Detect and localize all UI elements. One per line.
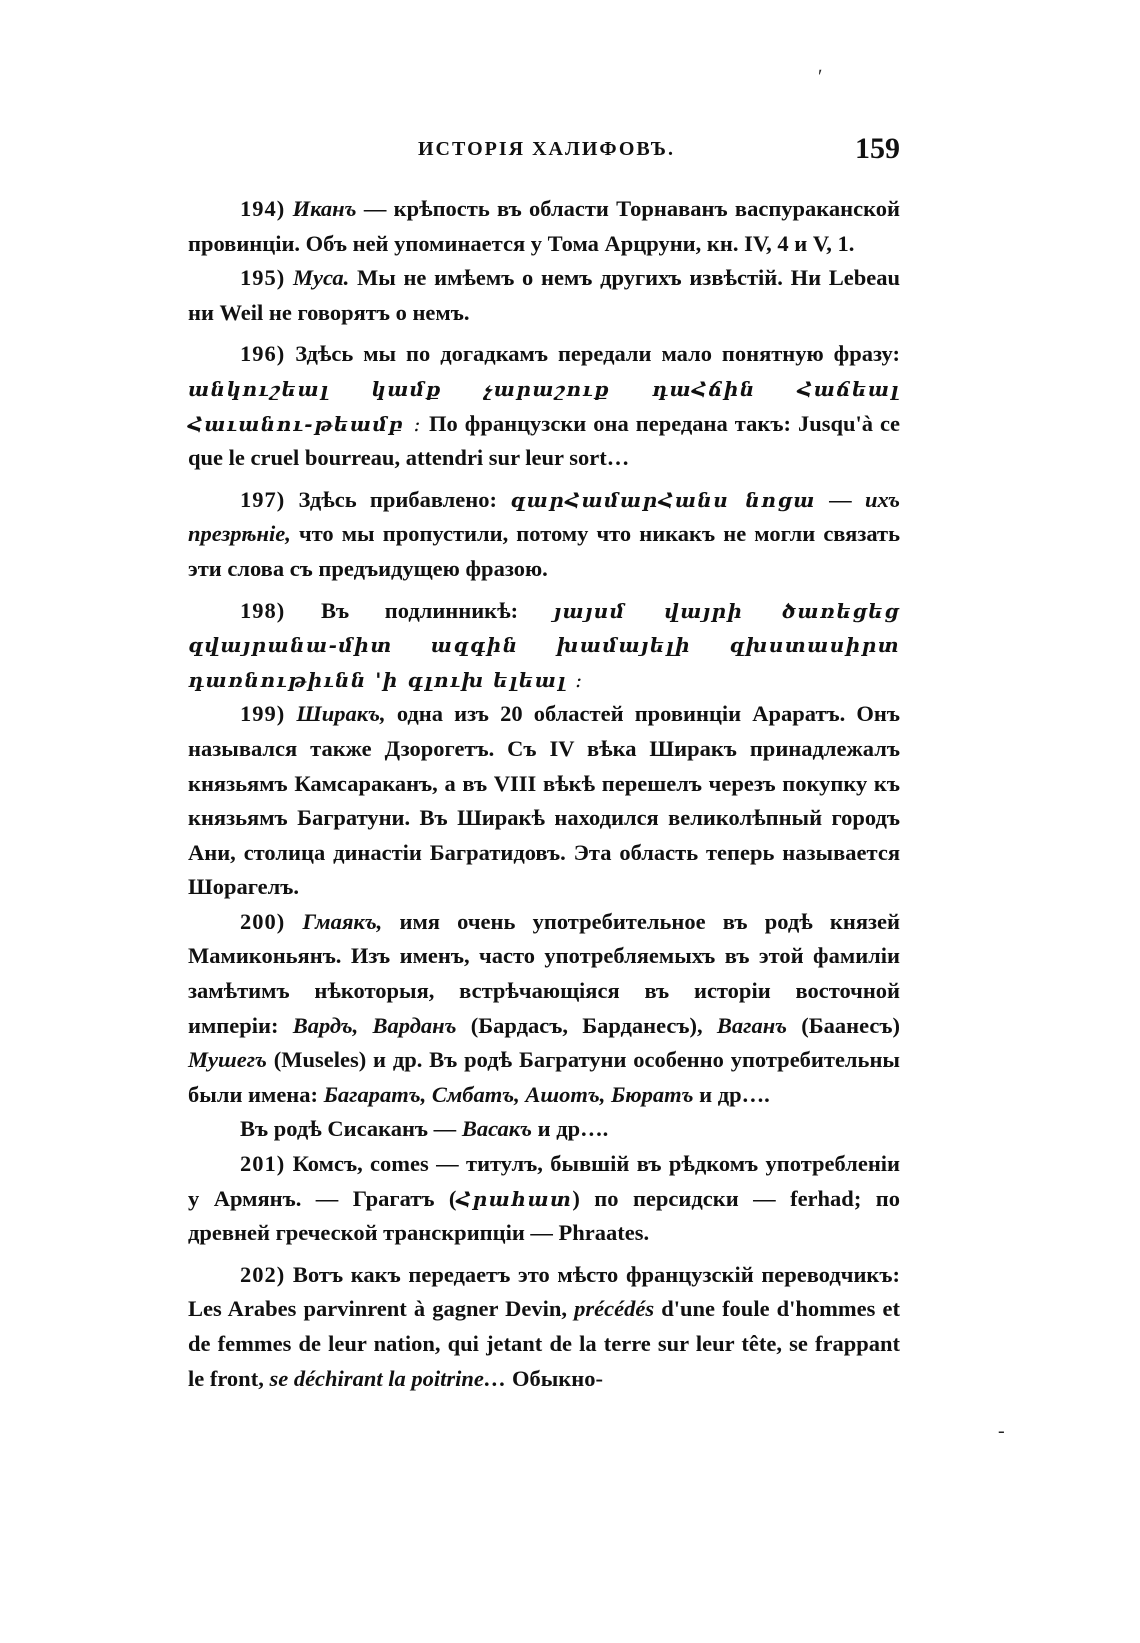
note-202: [188, 1258, 900, 1396]
note-text: имя очень употребительное въ родѣ князей Мамиконьянъ. Изъ именъ, часто употребляемыхъ въ этой фамиліи замѣтимъ нѣкоторыя, встрѣчающіяся въ исторіи восточной имперіи:: [188, 908, 901, 1038]
note-text: — крѣпость въ области Торнаванъ васпураканской провинціи. Объ ней упоминается у Тома Арцруни, кн. IV, 4 и V, 1.: [188, 196, 901, 256]
names: Багаратъ, Смбатъ, Ашотъ, Бюратъ: [323, 1081, 694, 1107]
page-number: 159: [855, 132, 900, 165]
note-198: [188, 594, 900, 698]
note-200-continued: [188, 1112, 900, 1147]
note-199: [188, 697, 900, 905]
note-text: Въ подлинникѣ:: [285, 597, 554, 623]
note-term: Муса.: [292, 265, 350, 291]
armenian-quote: զարՀամարՀանս նոցա: [510, 487, 816, 512]
translation: ихъ презрѣніе,: [188, 486, 901, 547]
note-text: и др….: [531, 1116, 609, 1142]
names: Вардъ, Варданъ: [292, 1012, 457, 1038]
running-head: ИСТОРІЯ ХАЛИФОВЪ.: [418, 138, 675, 160]
note-number: 201): [240, 1151, 286, 1177]
note-number: 195): [240, 265, 286, 291]
ink-speck: ‑: [998, 1420, 1005, 1442]
note-text: одна изъ 20 областей провинціи Араратъ. Онъ назывался также Дзорогетъ. Съ IV вѣка Ширакъ принадлежалъ князьямъ Камсараканъ, а въ VIII вѣкѣ перешелъ черезъ покупку къ князьямъ Багратуни. Въ Ширакѣ находился великолѣпный городъ Ани, столица династіи Багратидовъ. Эта область теперь называется Шорагелъ.: [188, 701, 901, 900]
note-number: 199): [240, 701, 286, 727]
note-text: (Баанесъ): [787, 1012, 900, 1038]
ink-speck: ʹ: [818, 66, 823, 88]
note-text: Здѣсь мы по догадкамъ передали мало понятную фразу:: [285, 341, 900, 367]
note-text: Вотъ какъ передаетъ это мѣсто французскій переводчикъ: Les Arabes parvinrent à gagner Devin,: [188, 1261, 900, 1322]
note-term: Гмаякъ,: [302, 908, 383, 934]
note-text: (Museles) и др. Въ родѣ Багратуни особенно употребительны были имена:: [188, 1047, 900, 1107]
note-number: 200): [240, 908, 286, 934]
note-197: [188, 483, 900, 587]
note-term: Ширакъ,: [296, 701, 386, 727]
footnotes-body: [188, 192, 900, 1396]
note-text: (Бардасъ, Барданесъ),: [456, 1012, 717, 1038]
note-text: d'une foule d'hommes et de femmes de leur nation, qui jetant de la terre sur leur tête, se frappant le front,: [188, 1296, 900, 1391]
names: Мушегъ: [188, 1047, 267, 1073]
note-number: 196): [240, 341, 286, 367]
note-text: Обыкно-: [506, 1365, 603, 1391]
note-text: ) по персидски — ferhad; по древней греческой транскрипціи — Phraates.: [188, 1185, 900, 1246]
armenian-word: Հրահատ: [456, 1186, 573, 1211]
note-text: По французски она передана такъ: Jusqu'à ce que le cruel bourreau, attendri sur leur sort…: [188, 410, 900, 471]
note-196: [188, 337, 900, 475]
note-term: Иканъ: [292, 196, 357, 221]
emphasis: se déchirant la poitrine…: [269, 1365, 507, 1391]
note-200: [188, 905, 900, 1113]
names: Ваганъ: [716, 1012, 788, 1038]
note-195: [188, 261, 900, 330]
note-text: что мы пропустили, потому что никакъ не могли связать эти слова съ предъидущею фразою.: [188, 521, 900, 581]
note-number: 197): [240, 486, 286, 512]
armenian-quote: յայսմ վայրի ծառեցեց զվայրանա-միտ ազգին խամայելի զխստասիրտ դառնութիւնն 'ի գլուխ ելեալ ։: [188, 598, 901, 692]
note-text: Мы не имѣемъ о немъ другихъ извѣстій. Ни Lebeau ни Weil не говорятъ о немъ.: [188, 265, 901, 325]
note-text: и др….: [693, 1081, 770, 1107]
note-number: 198): [240, 597, 286, 623]
armenian-quote: անկուշեալ կամք չարաշուք դաՀճին Հաճեալ Հաւանու-թեամբ ։: [188, 376, 900, 436]
emphasis: précédés: [574, 1296, 655, 1322]
note-text: Въ родѣ Сисаканъ —: [240, 1116, 462, 1142]
names: Васакъ: [461, 1116, 532, 1142]
note-201: [188, 1147, 900, 1251]
dash: —: [815, 486, 865, 512]
note-text: Здѣсь прибавлено:: [285, 486, 511, 512]
note-number: 194): [240, 196, 286, 221]
note-194: [188, 192, 900, 261]
note-text: Комсъ, comes — титулъ, бывшій въ рѣдкомъ употребленіи у Армянъ. — Грагатъ (: [188, 1151, 900, 1211]
note-number: 202): [240, 1261, 286, 1287]
page-header: [190, 132, 900, 172]
